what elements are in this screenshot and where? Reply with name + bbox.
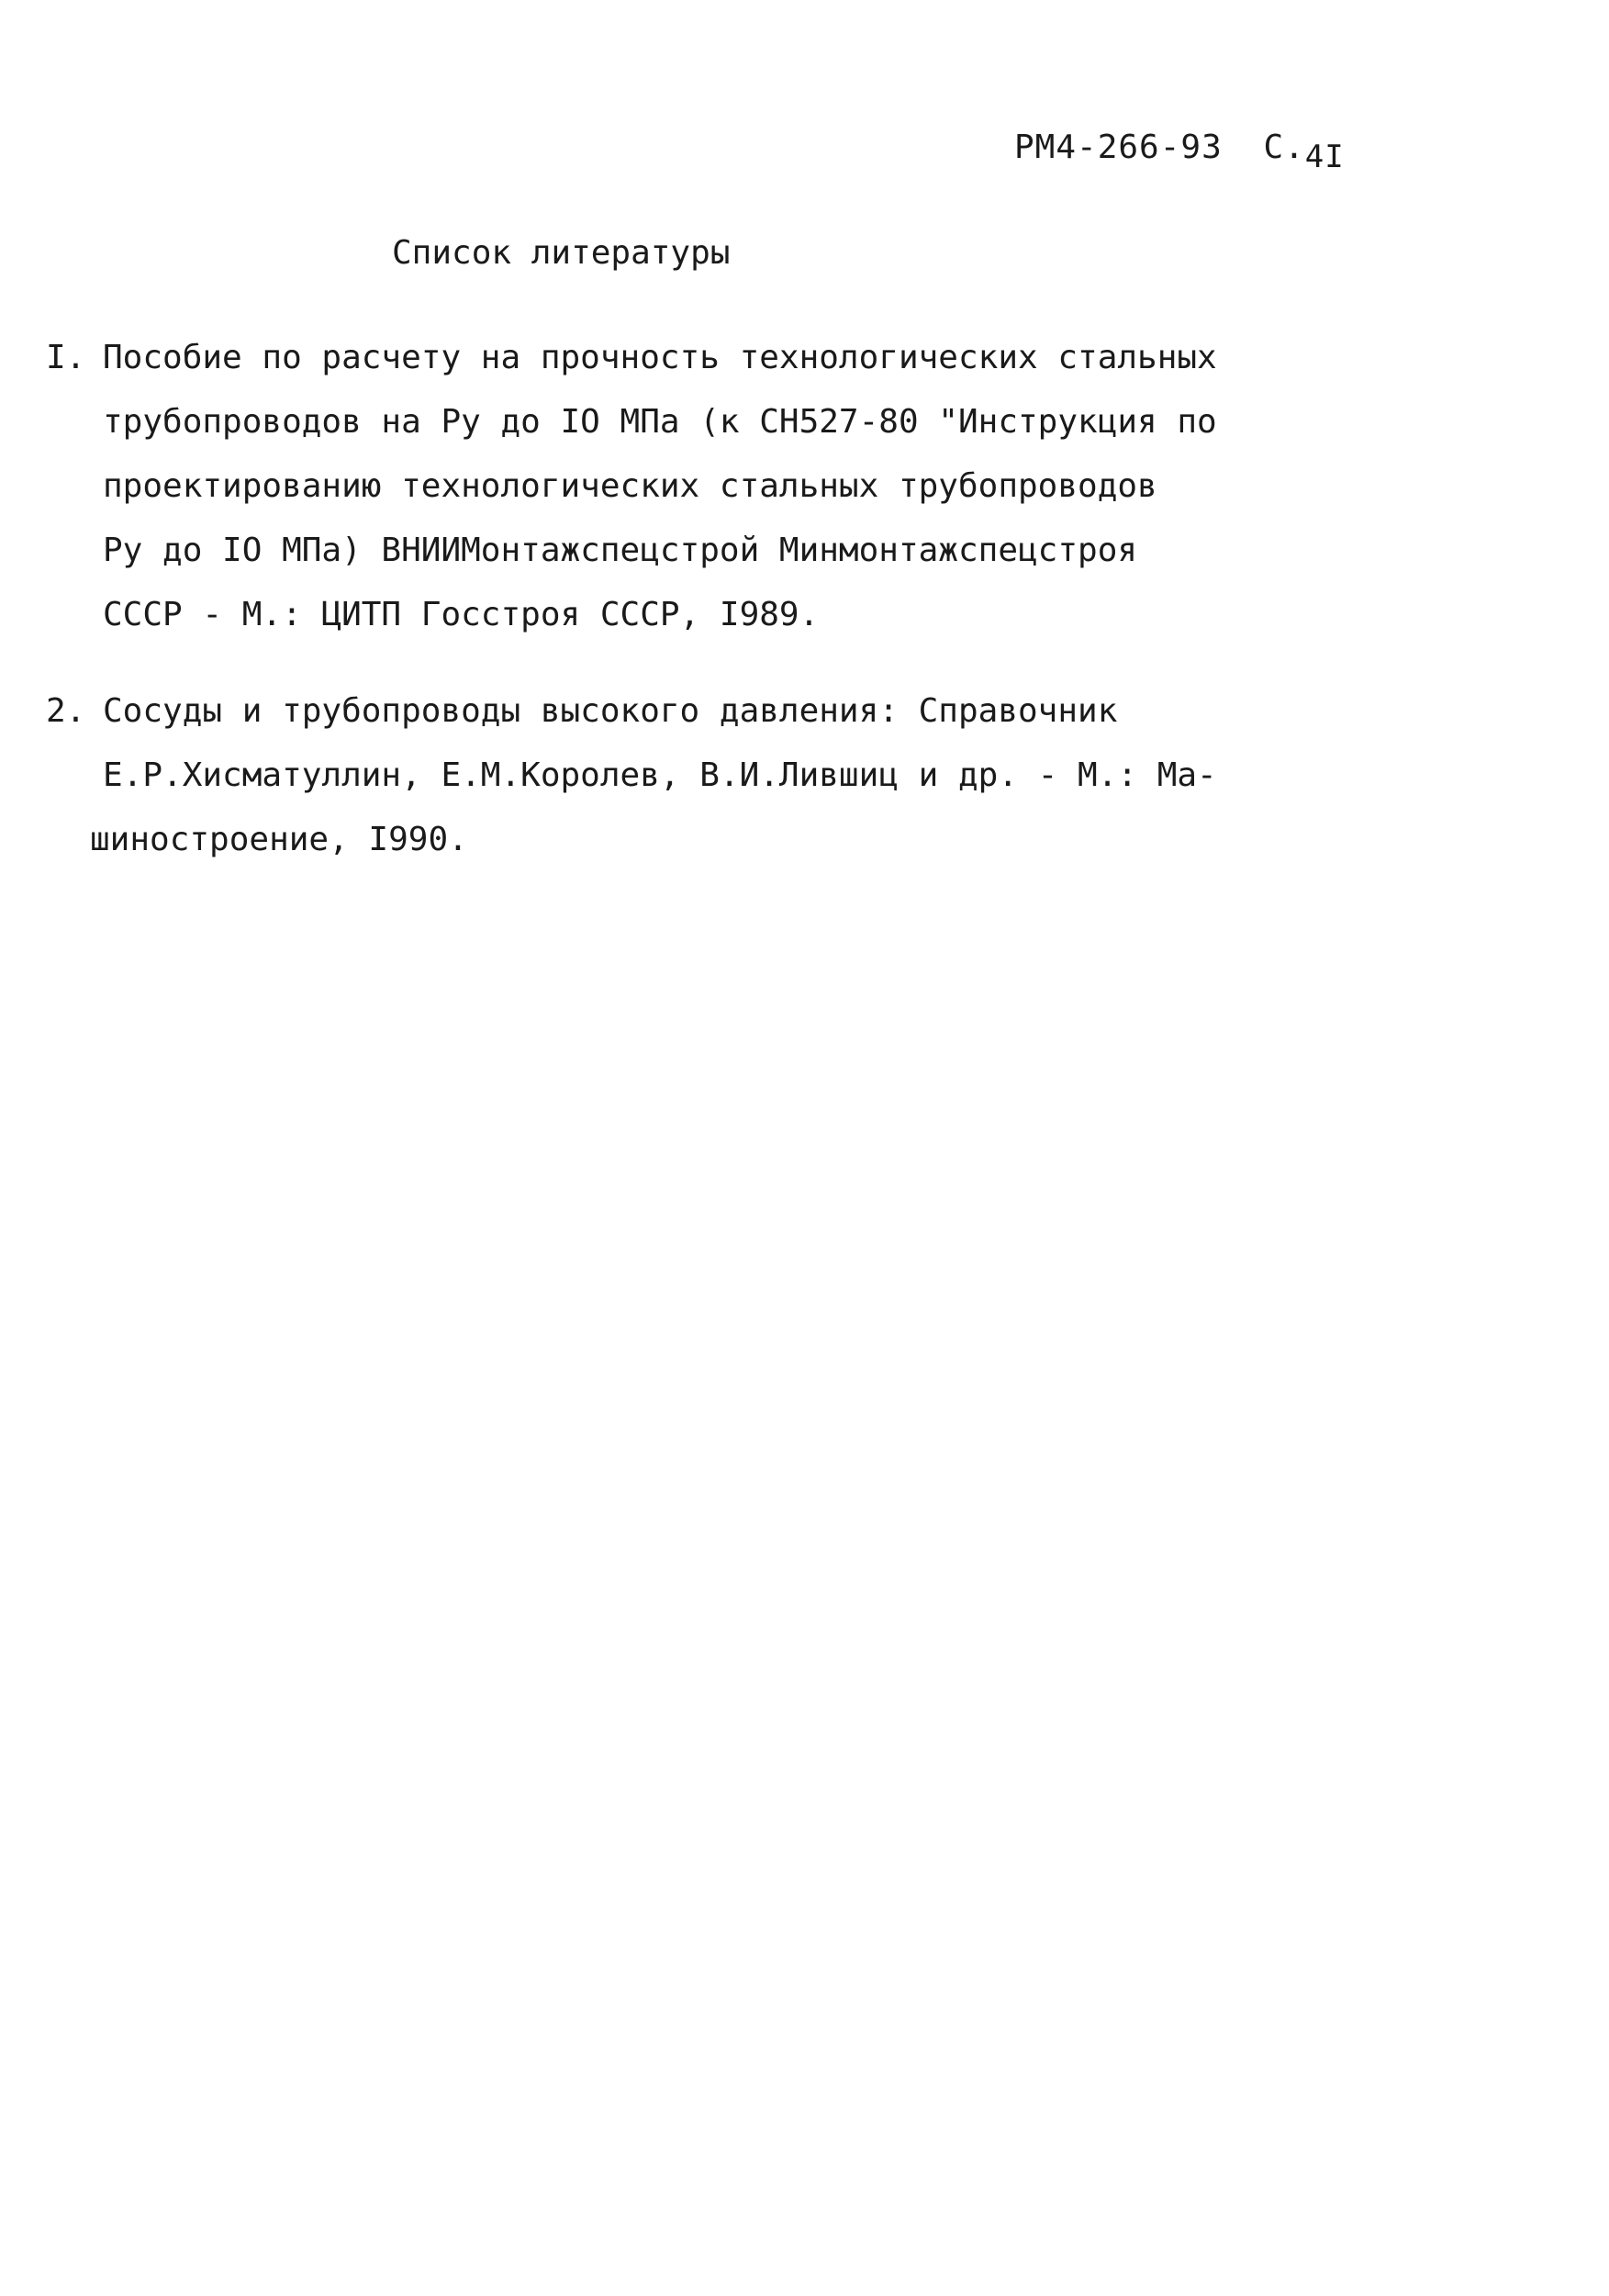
page-number [1263, 129, 1345, 175]
page-number-value: 4I [1304, 139, 1345, 175]
reference-line: СССР - М.: ЦИТП Госстроя СССР, I989. [103, 596, 820, 633]
reference-line [46, 679, 1217, 744]
reference-item [46, 679, 1217, 872]
reference-line: шиностроение, I990. [90, 821, 468, 858]
reference-line: проектированию технологических стальных трубопроводов [103, 467, 1157, 505]
document-code: РМ4-266-93 [1014, 129, 1223, 166]
reference-line: трубопроводов на Ру до IO МПа (к СН527-80 "Инструкция по [103, 403, 1217, 441]
page-header [1014, 129, 1345, 175]
reference-number: 2. [46, 692, 86, 730]
reference-text: Сосуды и трубопроводы высокого давления: Справочник [103, 692, 1118, 730]
reference-line: Е.Р.Хисматуллин, Е.М.Королев, В.И.Лившиц и др. - М.: Ма- [103, 756, 1217, 794]
reference-line: Ру до IO МПа) ВНИИМонтажспецстрой Минмонтажспецстроя [103, 532, 1138, 569]
reference-number: I. [46, 339, 86, 376]
page-title: Список литературы [392, 234, 731, 272]
page-prefix: С. [1263, 129, 1305, 166]
reference-text: Пособие по расчету на прочность технологических стальных [103, 339, 1217, 376]
reference-item [46, 326, 1217, 647]
reference-line [46, 326, 1217, 390]
